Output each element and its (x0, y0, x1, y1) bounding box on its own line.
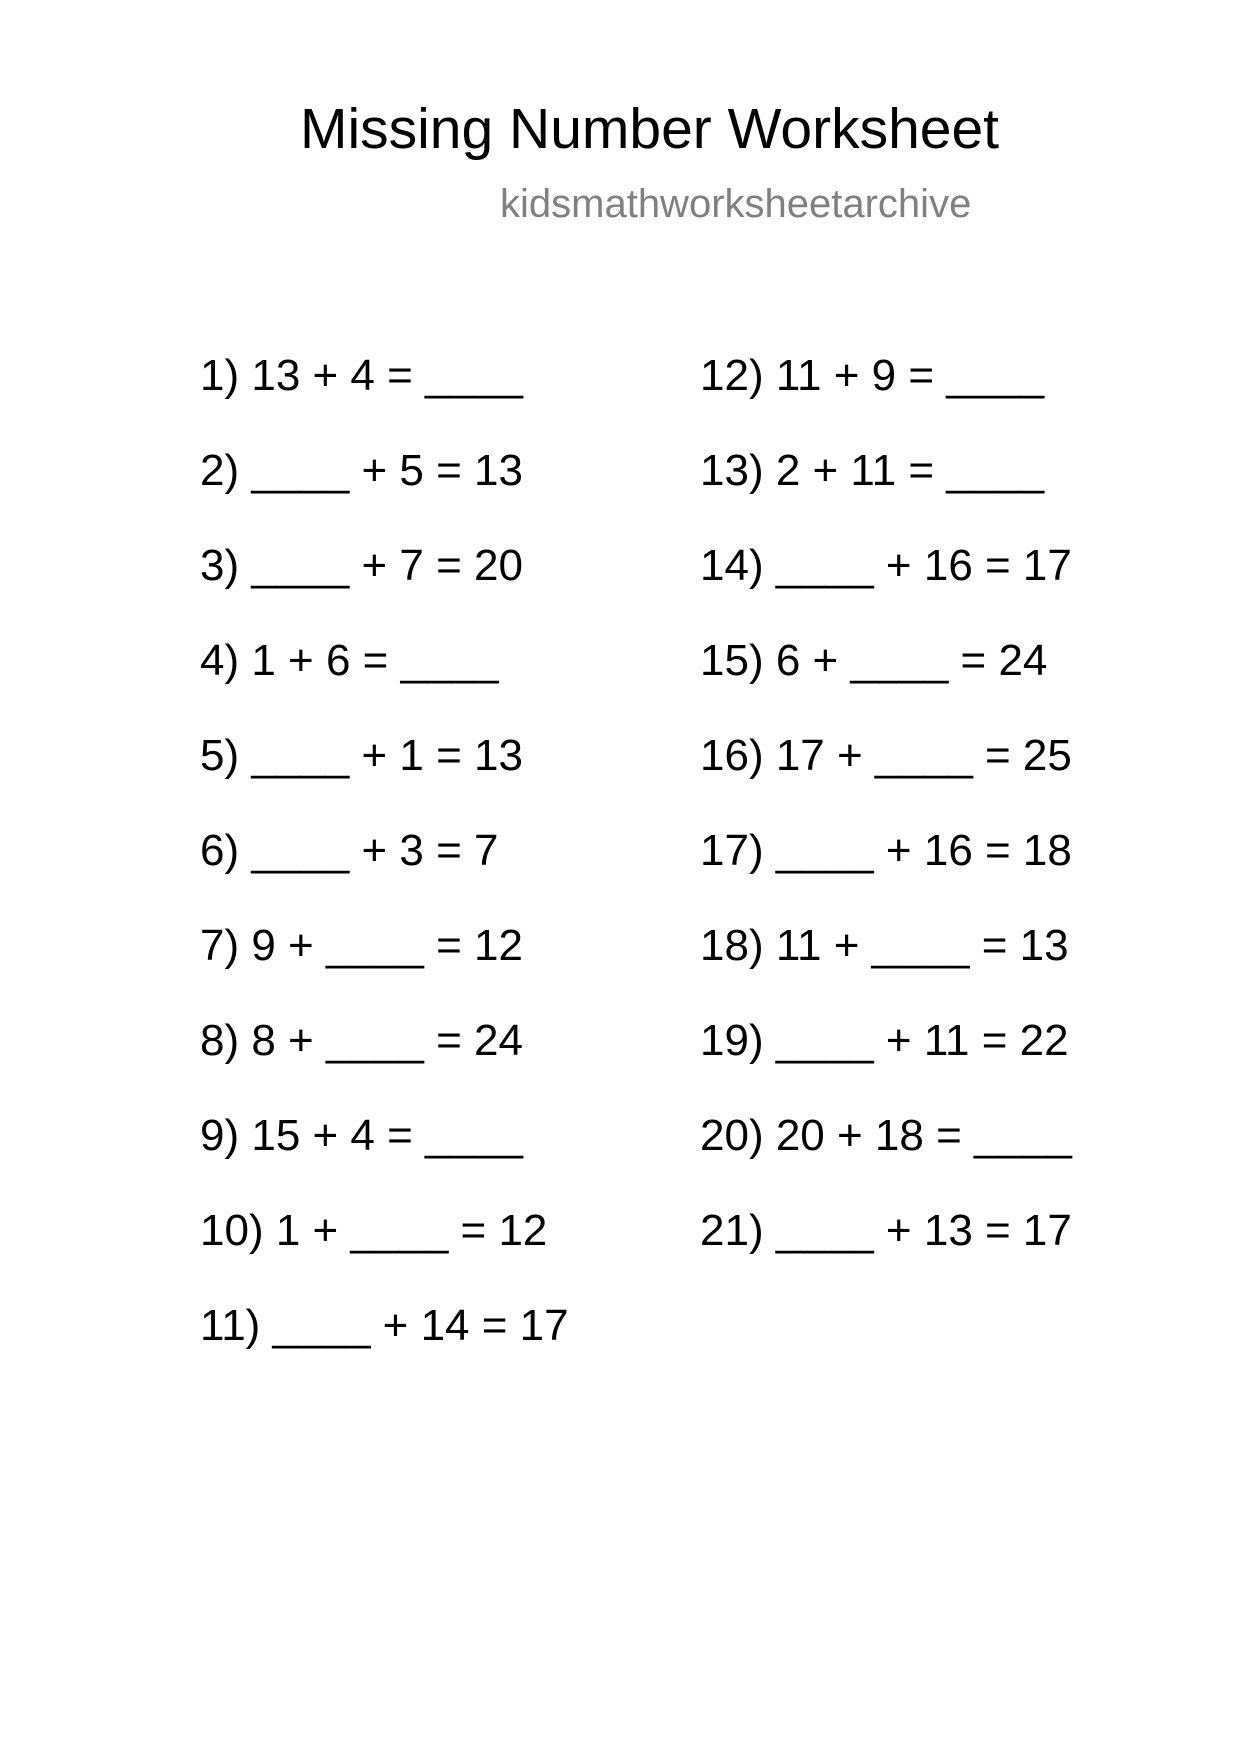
page-title: Missing Number Worksheet (300, 97, 1000, 161)
problem-17: 17) ____ + 16 = 18 (700, 826, 1072, 875)
problem-2: 2) ____ + 5 = 13 (200, 446, 523, 495)
problem-14: 14) ____ + 16 = 17 (700, 541, 1072, 590)
problem-16: 16) 17 + ____ = 25 (700, 731, 1072, 780)
problem-15: 15) 6 + ____ = 24 (700, 636, 1048, 685)
problem-19: 19) ____ + 11 = 22 (700, 1016, 1069, 1065)
problem-6: 6) ____ + 3 = 7 (200, 826, 499, 875)
problem-1: 1) 13 + 4 = ____ (200, 351, 523, 400)
problem-21: 21) ____ + 13 = 17 (700, 1206, 1072, 1255)
problem-18: 18) 11 + ____ = 13 (700, 921, 1069, 970)
problem-13: 13) 2 + 11 = ____ (700, 446, 1045, 495)
page-subtitle: kidsmathworksheetarchive (500, 182, 972, 226)
problem-3: 3) ____ + 7 = 20 (200, 541, 523, 590)
problem-11: 11) ____ + 14 = 17 (200, 1301, 569, 1350)
problem-7: 7) 9 + ____ = 12 (200, 921, 523, 970)
problem-5: 5) ____ + 1 = 13 (200, 731, 523, 780)
problem-20: 20) 20 + 18 = ____ (700, 1111, 1072, 1160)
problem-12: 12) 11 + 9 = ____ (700, 351, 1045, 400)
problem-8: 8) 8 + ____ = 24 (200, 1016, 523, 1065)
problem-10: 10) 1 + ____ = 12 (200, 1206, 548, 1255)
problem-4: 4) 1 + 6 = ____ (200, 636, 499, 685)
problem-9: 9) 15 + 4 = ____ (200, 1111, 523, 1160)
